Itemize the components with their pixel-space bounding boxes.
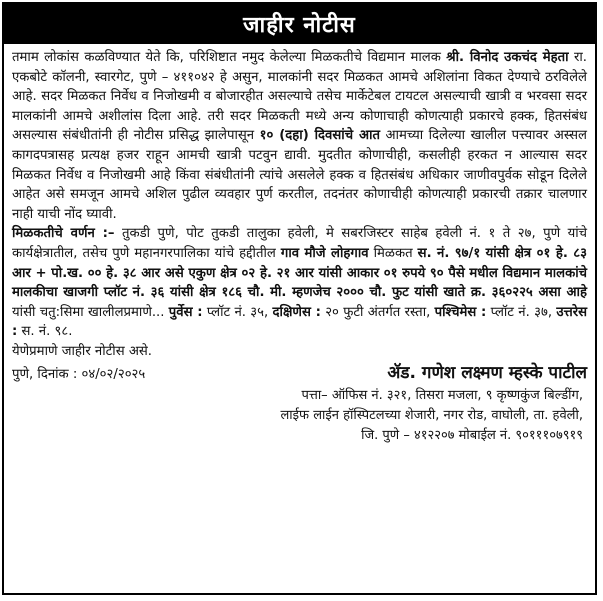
property-description [12,224,587,342]
public-notice [2,2,597,595]
east-boundary: प्लॉट नं. ३५, [202,304,273,320]
text: रा. एकबोटे कॉलनी, स्वारगेट, पुणे – ४११०४२ हे असुन, मालकांनी सदर मिळकत आमचे अशिलांना विकत देण्याचे ठरविलेले आहे. सदर मिळकत निर्वेध व निजोखमी व बोजारहीत असल्याचे तसेच मार्केटेबल टायटल असल्याची खात्री व भरवसा सदर मालकांनी आमचे अशीलांस दिला आहे. तरी सदर मिळकती मध्ये अन्य कोणाचाही कोणत्याही प्रकारचे हक्क, हितसंबंध असल्यास संबंधीतांनी ही नोटीस प्रसिद्ध झालेपासून [12,50,587,144]
notice-body [4,44,595,446]
north-boundary: स. नं. ९८. [17,324,73,340]
closing-line: येणेप्रमाणे जाहीर नोटीस असे. [12,343,153,359]
survey-details: स. नं. ९७/१ यांसी क्षेत्र ०१ हे. ८३ आर + पो.ख. ०० हे. ३८ आर असे एकुण क्षेत्र ०२ हे. २१ आर यांसी आकार ०१ रुपये ९० पैसे मधील विद्यमान मालकांचे मालकीचा खाजगी प्लॉट नं. ३६ यांसी क्षेत्र १८६ चौ. मी. म्हणजेच २००० चौ. फुट यांसी खाते क्र. ३६०२२५ असा आहे [12,245,587,301]
signature-row [12,364,587,385]
text: यांसी चतु:सिमा खालीलप्रमाणे... [12,304,169,320]
objection-period: १० (दहा) दिवसांचे आत [259,128,380,144]
east-label: पुर्वेस : [168,304,203,320]
village-name: गाव मौजे लोहगाव [280,245,369,261]
address-line: पत्ता– ऑफिस नं. ३२१, तिसरा मजला, ९ कृष्णकुंज बिल्डींग, [301,388,583,404]
west-label: पश्चिमेस : [434,304,487,320]
south-label: दक्षिणेस : [272,304,321,320]
west-boundary: प्लॉट नं. ३७, [486,304,557,320]
text: तुकडी पुणे, पोट तुकडी तालुका हवेली, मे सबरजिस्टर साहेब हवेली नं. १ ते २७, पुणे यांचे कार्यक्षेत्रातील, तसेच पुणे महानगरपालिका यांचे हद्दीतील [12,226,588,261]
notice-paragraph [12,48,587,224]
address-line: जि. पुणे – ४१२२०७ मोबाईल नं. ९०१११०७९१९ [361,428,583,444]
text: आमच्या दिलेल्या खालील पत्त्यावर अस्सल कागदपत्रासह प्रत्यक्ष हजर राहून आमची खात्री पटवुन द्यावी. मुदतीत कोणाचीही, कसलीही हरकत न आल्यास सदर मिळकत निर्वेध व निजोखमी आहे किंवा संबंधीतांनी त्यांचे असलेले हक्क व हितसंबंध अधिकार जाणीवपुर्वक सोडून दिलेले आहेत असे समजून आमचे अशिल पुढील व्यवहार पुर्ण करतील, तदनंतर कोणाचीही कोणत्याही प्रकारची तक्रार चालणार नाही याची नोंद घ्यावी. [12,128,587,222]
notice-title: जाहीर नोटीस [4,4,595,44]
owner-name: श्री. विनोद उकचंद मेहता [446,50,569,65]
text: मिळकत [368,245,418,261]
advocate-address [12,386,587,446]
address-line: लाईफ लाईन हॉस्पिटलच्या शेजारी, नगर रोड, वाघोली, ता. हवेली, [280,408,583,424]
south-boundary: २० फुटी अंतर्गत रस्ता, [320,304,435,320]
text: तमाम लोकांस कळविण्यात येते कि, परिशिष्टात नमुद केलेल्या मिळकतीचे विद्यमान मालक [12,50,447,65]
property-label: मिळकतीचे वर्णन :– [12,226,115,242]
advocate-name: ॲड. गणेश लक्ष्मण म्हस्के पाटील [387,362,587,383]
north-label: उत्तरेस : [12,304,588,340]
place-date: पुणे, दिनांक : ०४/०२/२०२५ [12,366,146,382]
